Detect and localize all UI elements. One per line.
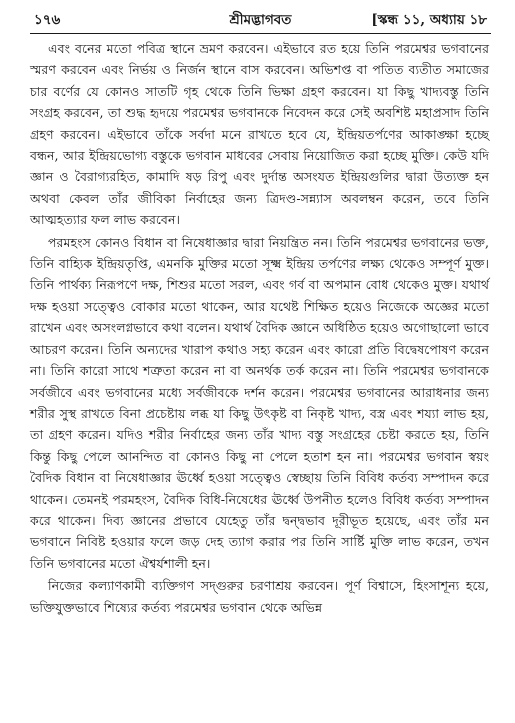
paragraph-3: নিজের কল্যাণকামী ব্যক্তিগণ সদ্গুরুর চরণাশ্রয় করবেন। পূর্ণ বিশ্বাসে, হিংসাশূন্য হয়ে, ভক্তিযুক্তভাবে শিষ্যের কর্তব্য পরমেশ্বর ভগবান থেকে অভিন্ন: [30, 578, 489, 615]
section-reference: [স্কন্ধ ১১, অধ্যায় ১৮: [371, 12, 487, 28]
running-header: [34, 8, 487, 32]
page-body: [30, 38, 489, 717]
header-divider: [30, 33, 491, 34]
paragraph-1: এবং বনের মতো পবিত্র স্থানে ভ্রমণ করবেন। এইভাবে রত হয়ে তিনি পরমেশ্বর ভগবানের স্মরণ করবেন এবং নির্ভয় ও নির্জন স্থানে বাস করবেন। অভিশপ্ত বা পতিত ব্যতীত সমাজের চার বর্ণের যে কোনও সাতটি গৃহ থেকে তিনি ভিক্ষা গ্রহণ করবেন। যা কিছু খাদ্যবস্তু তিনি সংগ্রহ করবেন, তা শুদ্ধ হৃদয়ে পরমেশ্বর ভগবানকে নিবেদন করে সেই অবশিষ্ট মহাপ্রসাদ তিনি গ্রহণ করবেন। এইভাবে তাঁকে সর্বদা মনে রাখতে হবে যে, ইন্দ্রিয়তর্পণের আকাঙ্ক্ষা হচ্ছে বন্ধন, আর ইন্দ্রিয়ভোগ্য বস্তুকে ভগবান মাধবের সেবায় নিয়োজিত করা হচ্ছে মুক্তি। কেউ যদি জ্ঞান ও বৈরাগ্যরহিত, কামাদি ষড় রিপু এবং দুর্দান্ত অসংযত ইন্দ্রিয়গুলির দ্বারা উত্যক্ত হন অথবা কেবল তাঁর জীবিকা নির্বাহের জন্য ত্রিদণ্ড-সন্ন্যাস অবলম্বন করেন, তবে তিনি আত্মহত্যার ফল লাভ করবেন।: [30, 41, 489, 228]
paragraph-2: পরমহংস কোনও বিধান বা নিষেধাজ্ঞার দ্বারা নিয়ন্ত্রিত নন। তিনি পরমেশ্বর ভগবানের ভক্ত, তিনি বাহ্যিক ইন্দ্রিয়তৃপ্তি, এমনকি মুক্তির মতো সূক্ষ্ম ইন্দ্রিয় তর্পণের লক্ষ্য থেকেও সম্পূর্ণ মুক্ত। তিনি পার্থক্য নিরূপণে দক্ষ, শিশুর মতো সরল, এবং গর্ব বা অপমান বোধ থেকেও মুক্ত। যথার্থ দক্ষ হওয়া সত্ত্বেও বোকার মতো থাকেন, আর যথেষ্ট শিক্ষিত হয়েও নিজেকে অজ্ঞের মতো রাখেন এবং অসংলগ্নভাবে কথা বলেন। যথার্থ বৈদিক জ্ঞানে অধিষ্ঠিত হয়েও অগোছালো ভাবে আচরণ করেন। তিনি অন্যদের খারাপ কথাও সহ্য করেন এবং কারো প্রতি বিদ্বেষপোষণ করেন না। তিনি কারো সাথে শত্রুতা করেন না বা অনর্থক তর্ক করেন না। তিনি পরমেশ্বর ভগবানকে সর্বজীবে এবং ভগবানের মধ্যে সর্বজীবকে দর্শন করেন। পরমেশ্বর ভগবানের আরাধনার জন্য শরীর সুস্থ রাখতে বিনা প্রচেষ্টায় লব্ধ যা কিছু উৎকৃষ্ট বা নিকৃষ্ট খাদ্য, বস্ত্র এবং শয্যা লাভ হয়, তা গ্রহণ করেন। যদিও শরীর নির্বাহের জন্য তাঁর খাদ্য বস্তু সংগ্রহের চেষ্টা করতে হয়, তিনি কিন্তু কিছু পেলে আনন্দিত বা কোনও কিছু না পেলে হতাশ হন না। পরমেশ্বর ভগবান স্বয়ং বৈদিক বিধান বা নিষেধাজ্ঞার ঊর্ধ্বে হওয়া সত্ত্বেও স্বেচ্ছায় তিনি বিবিধ কর্তব্য সম্পাদন করে থাকেন। তেমনই পরমহংস, বৈদিক বিধি-নিষেধের ঊর্ধ্বে উপনীত হলেও বিবিধ কর্তব্য সম্পাদন করে থাকেন। দিব্য জ্ঞানের প্রভাবে যেহেতু তাঁর দ্বন্দ্বভাব দূরীভূত হয়েছে, এবং তাঁর মন ভগবানে নিবিষ্ট হওয়ার ফলে জড় দেহ ত্যাগ করার পর তিনি সার্ষ্টি মুক্তি লাভ করেন, তখন তিনি ভগবানের মতো ঐশ্বর্যশালী হন।: [30, 234, 489, 571]
book-title: শ্রীমদ্ভাগবত: [229, 12, 292, 28]
page-number: ১৭৬: [34, 12, 61, 28]
